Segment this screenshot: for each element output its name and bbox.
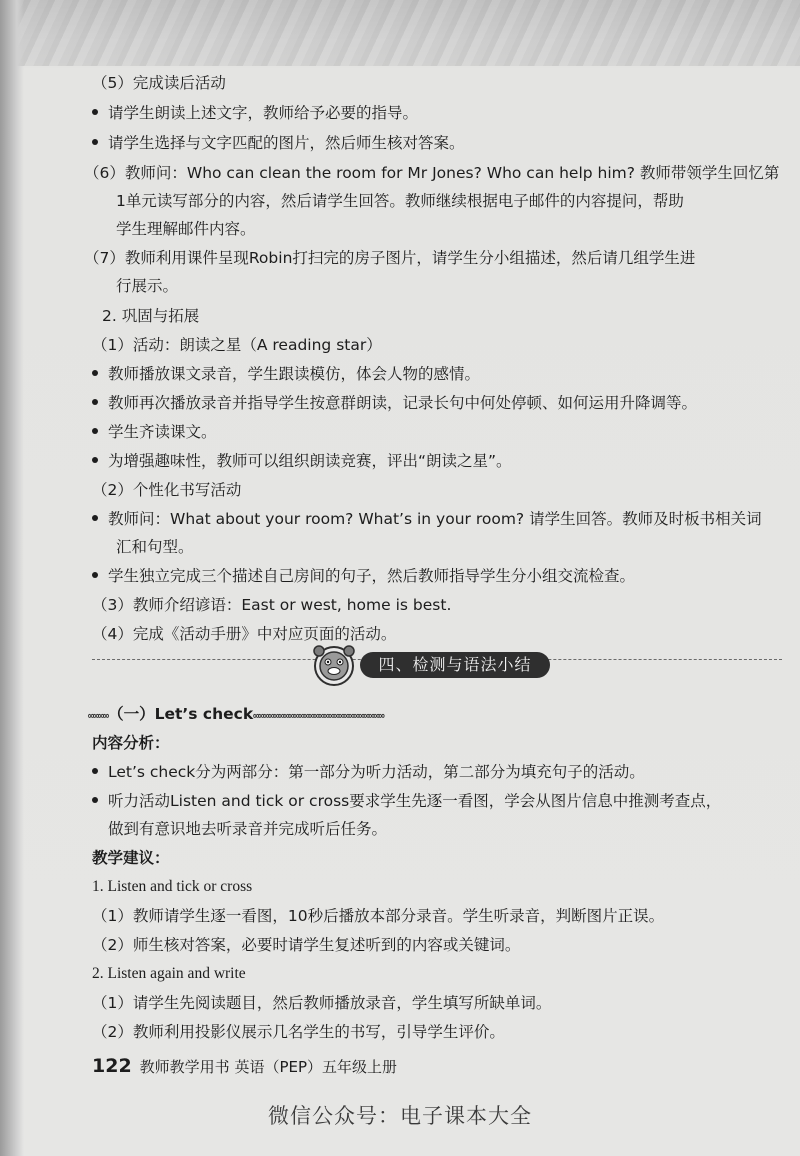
- bullet-icon: [92, 370, 98, 376]
- list-item: 为增强趣味性，教师可以组织朗读竞赛，评出“朗读之星”。: [92, 450, 512, 472]
- section-banner: [302, 646, 552, 682]
- step-6-text-cont: 学生理解邮件内容。: [116, 220, 256, 238]
- list-item-cont: 做到有意识地去听录音并完成听后任务。: [108, 820, 388, 838]
- step-3-text: （3）教师介绍谚语：East or west, home is best.: [92, 596, 452, 614]
- step-6-text: （6）教师问：Who can clean the room for Mr Jones? Who can help him? 教师带领学生回忆第: [84, 164, 780, 182]
- bullet-icon: [92, 457, 98, 463]
- subsection-heading: 2. Listen again and write: [92, 965, 246, 982]
- bullet-icon: [92, 109, 98, 115]
- cartoon-mascot-icon: [308, 642, 360, 686]
- step-7-text-cont: 行展示。: [116, 277, 179, 295]
- activity-heading: （1）活动：朗读之星（A reading star）: [92, 336, 382, 354]
- content-analysis-label: 内容分析：: [92, 734, 170, 752]
- wavy-decoration: ∞∞∞∞∞∞∞∞∞∞∞∞∞∞∞∞∞∞∞∞∞∞∞∞∞∞: [253, 711, 384, 722]
- step-5-heading: （5）完成读后活动: [92, 74, 226, 92]
- step-text: （2）师生核对答案，必要时请学生复述听到的内容或关键词。: [92, 936, 521, 954]
- step-text: （1）教师请学生逐一看图，10秒后播放本部分录音。学生听录音，判断图片正误。: [92, 907, 665, 925]
- step-4-text: （4）完成《活动手册》中对应页面的活动。: [92, 625, 397, 643]
- step-7-text: （7）教师利用课件呈现Robin打扫完的房子图片，请学生分小组描述，然后请几组学生进: [84, 249, 696, 267]
- subsection-heading: 1. Listen and tick or cross: [92, 878, 253, 895]
- list-item: 教师播放课文录音，学生跟读模仿，体会人物的感情。: [92, 363, 480, 385]
- list-item-cont: 汇和句型。: [116, 538, 194, 556]
- list-item: Let’s check分为两部分：第一部分为听力活动，第二部分为填充句子的活动。: [92, 761, 645, 783]
- page-footer: [92, 1055, 397, 1077]
- lets-check-heading: ∞∞∞∞（一）Let’s check∞∞∞∞∞∞∞∞∞∞∞∞∞∞∞∞∞∞∞∞∞∞∞∞∞∞: [88, 705, 384, 723]
- list-item: 听力活动Listen and tick or cross要求学生先逐一看图，学会从图片信息中推测考查点，: [92, 790, 721, 812]
- list-item: 教师再次播放录音并指导学生按意群朗读，记录长句中何处停顿、如何运用升降调等。: [92, 392, 697, 414]
- book-title: 教师教学用书 英语（PEP）五年级上册: [139, 1058, 398, 1076]
- list-item: 请学生朗读上述文字，教师给予必要的指导。: [92, 102, 418, 124]
- banner-title: 四、检测与语法小结: [360, 652, 550, 678]
- list-item: 请学生选择与文字匹配的图片，然后师生核对答案。: [92, 132, 465, 154]
- list-item: 学生独立完成三个描述自己房间的句子，然后教师指导学生分小组交流检查。: [92, 565, 635, 587]
- bullet-icon: [92, 797, 98, 803]
- step-6-text-cont: 1单元读写部分的内容，然后请学生回答。教师继续根据电子邮件的内容提问，帮助: [116, 192, 684, 210]
- bullet-icon: [92, 139, 98, 145]
- bullet-icon: [92, 768, 98, 774]
- activity-heading: （2）个性化书写活动: [92, 481, 242, 499]
- bullet-icon: [92, 399, 98, 405]
- bullet-icon: [92, 515, 98, 521]
- binding-shadow: [0, 0, 24, 1156]
- bullet-icon: [92, 572, 98, 578]
- section-heading: 2. 巩固与拓展: [102, 307, 200, 325]
- step-text: （2）教师利用投影仪展示几名学生的书写，引导学生评价。: [92, 1023, 505, 1041]
- wavy-decoration: ∞∞∞∞: [88, 711, 109, 722]
- list-item: 教师问：What about your room? What’s in your room? 请学生回答。教师及时板书相关词: [92, 508, 762, 530]
- bullet-icon: [92, 428, 98, 434]
- watermark-text: 微信公众号：电子课本大全: [268, 1104, 532, 1128]
- list-item: 学生齐读课文。: [92, 421, 217, 443]
- teaching-suggestion-label: 教学建议：: [92, 849, 170, 867]
- page-number: 122: [92, 1055, 132, 1077]
- step-text: （1）请学生先阅读题目，然后教师播放录音，学生填写所缺单词。: [92, 994, 552, 1012]
- top-shadow-band: [0, 0, 800, 66]
